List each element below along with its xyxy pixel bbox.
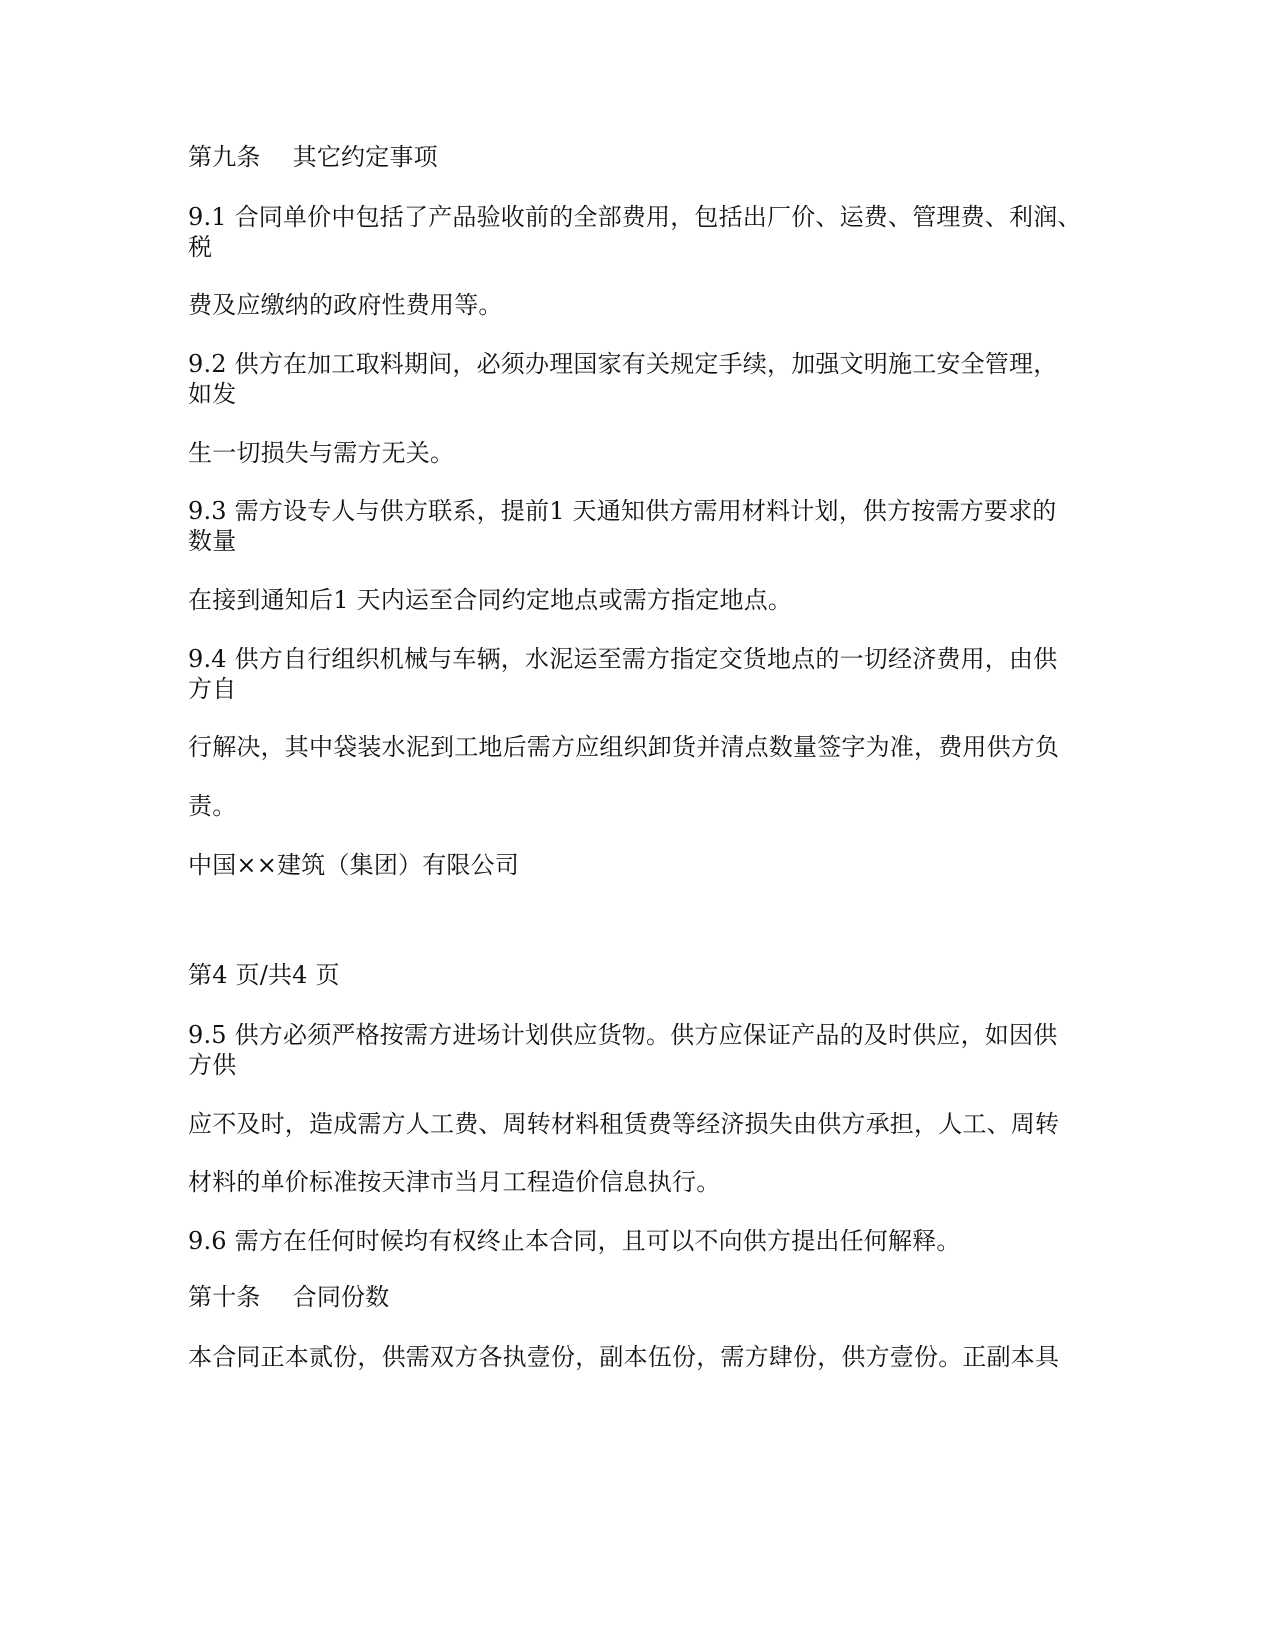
clause-9-1-line-2: 税	[188, 233, 213, 261]
clause-9-2-line-1: 9.2 供方在加工取料期间，必须办理国家有关规定手续，加强文明施工安全管理，	[188, 350, 1058, 378]
clause-9-4-line-1: 9.4 供方自行组织机械与车辆，水泥运至需方指定交货地点的一切经济费用，由供	[188, 645, 1058, 673]
clause-9-4-line-3: 行解决，其中袋装水泥到工地后需方应组织卸货并清点数量签字为准，费用供方负	[188, 733, 1060, 761]
page-number: 第4 页/共4 页	[188, 961, 340, 989]
clause-9-4-line-2: 方自	[188, 675, 237, 703]
clause-9-5-line-4: 材料的单价标准按天津市当月工程造价信息执行。	[188, 1168, 721, 1196]
article-9-heading: 第九条 其它约定事项	[188, 143, 438, 171]
clause-9-1-line-3: 费及应缴纳的政府性费用等。	[188, 291, 503, 319]
article-10-text-line-1: 本合同正本贰份，供需双方各执壹份，副本伍份，需方肆份，供方壹份。正副本具	[188, 1343, 1060, 1371]
article-10-heading: 第十条 合同份数	[188, 1283, 390, 1311]
clause-9-5-line-2: 方供	[188, 1051, 237, 1079]
clause-9-2-line-2: 如发	[188, 380, 237, 408]
clause-9-5-line-3: 应不及时，造成需方人工费、周转材料租赁费等经济损失由供方承担，人工、周转	[188, 1110, 1060, 1138]
clause-9-5-line-1: 9.5 供方必须严格按需方进场计划供应货物。供方应保证产品的及时供应，如因供	[188, 1021, 1058, 1049]
clause-9-1-line-1: 9.1 合同单价中包括了产品验收前的全部费用，包括出厂价、运费、管理费、利润、	[188, 203, 1082, 231]
clause-9-3-line-1: 9.3 需方设专人与供方联系，提前1 天通知供方需用材料计划，供方按需方要求的	[188, 497, 1057, 525]
clause-9-6: 9.6 需方在任何时候均有权终止本合同，且可以不向供方提出任何解释。	[188, 1227, 961, 1255]
company-name: 中国××建筑（集团）有限公司	[188, 851, 520, 879]
clause-9-2-line-3: 生一切损失与需方无关。	[188, 439, 455, 467]
clause-9-4-line-4: 责。	[188, 792, 237, 820]
clause-9-3-line-2: 数量	[188, 527, 237, 555]
clause-9-3-line-3: 在接到通知后1 天内运至合同约定地点或需方指定地点。	[188, 586, 793, 614]
